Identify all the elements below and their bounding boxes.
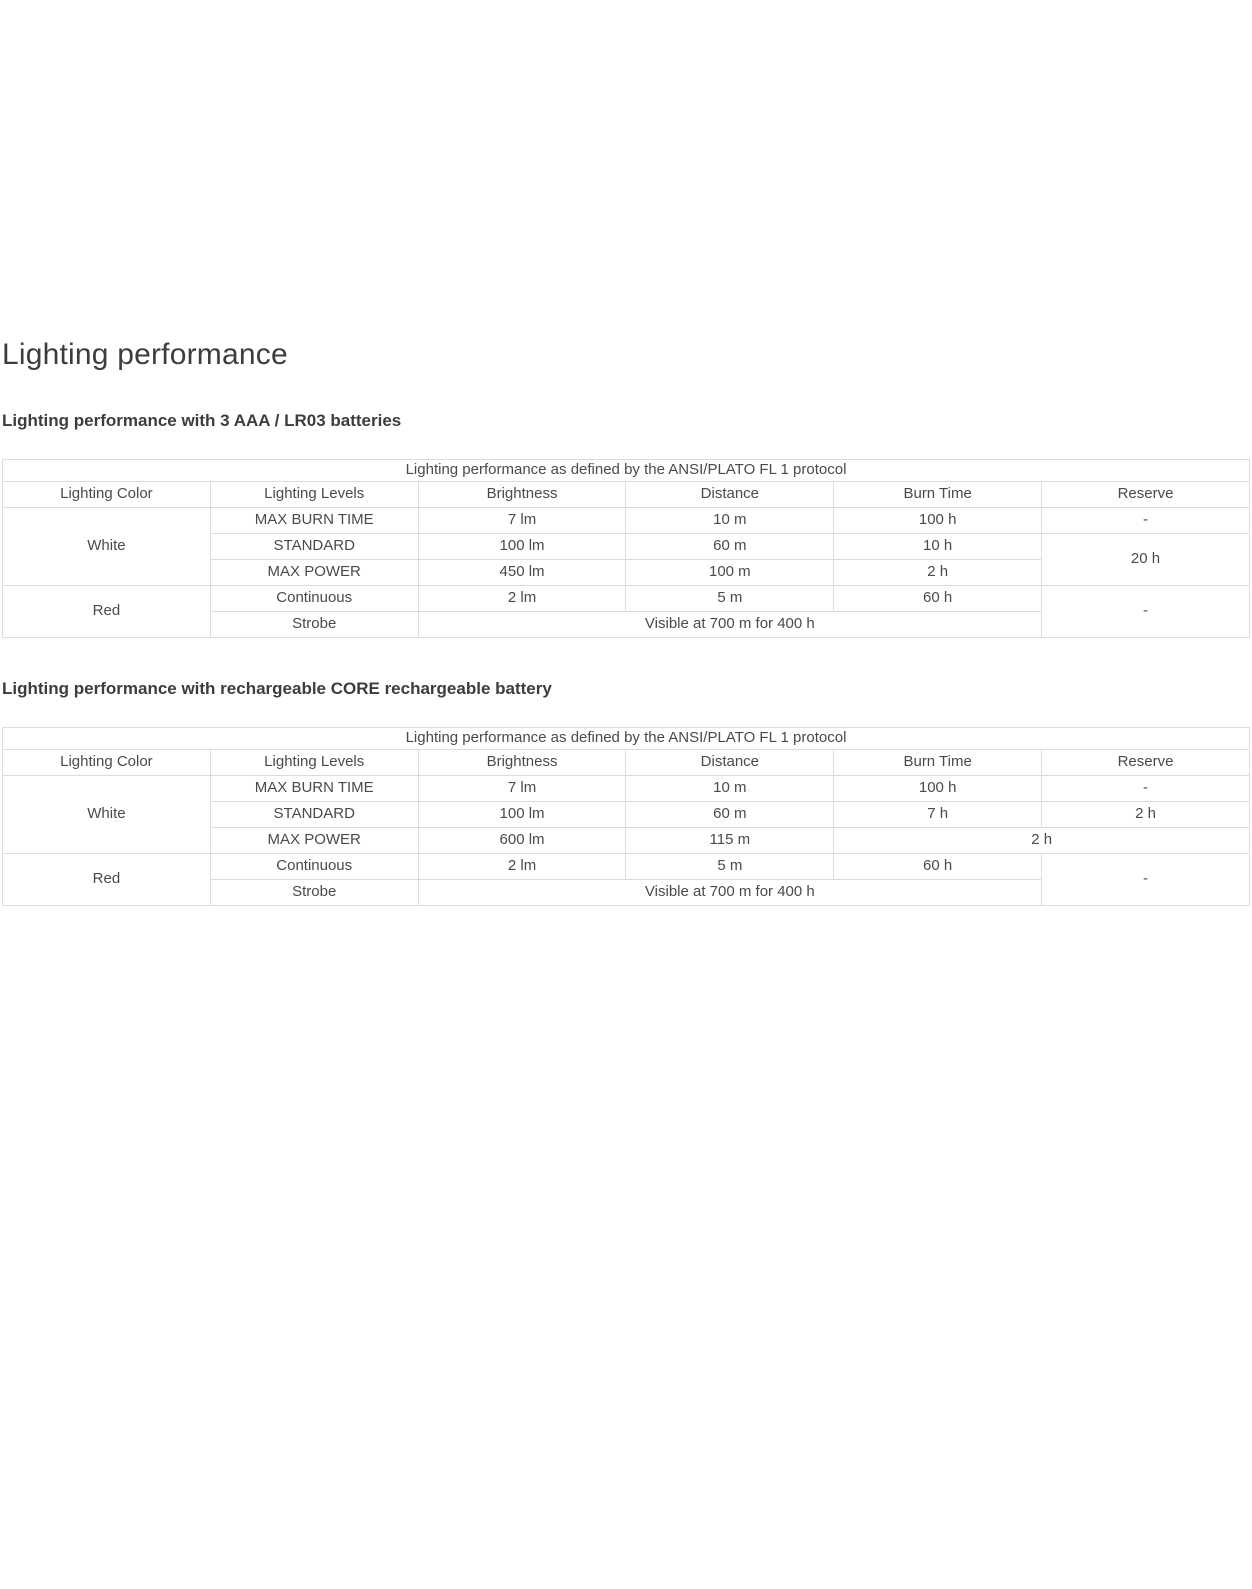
cell-level: Continuous (210, 586, 418, 612)
table-row (3, 508, 1250, 534)
cell-burn-time: 7 h (834, 802, 1042, 828)
cell-lighting-color-white: White (3, 776, 211, 854)
section-core-battery (2, 678, 1250, 906)
cell-distance: 60 m (626, 802, 834, 828)
cell-distance: 10 m (626, 508, 834, 534)
cell-level: MAX POWER (210, 560, 418, 586)
table-row (3, 586, 1250, 612)
table-caption-row (3, 460, 1250, 482)
header-burn-time: Burn Time (834, 750, 1042, 776)
table-row (3, 776, 1250, 802)
cell-lighting-color-red: Red (3, 854, 211, 906)
table-caption: Lighting performance as defined by the ANSI/PLATO FL 1 protocol (3, 728, 1250, 750)
header-distance: Distance (626, 750, 834, 776)
cell-reserve: 2 h (1042, 802, 1250, 828)
cell-brightness: 7 lm (418, 508, 626, 534)
page-title: Lighting performance (2, 338, 288, 371)
cell-distance: 100 m (626, 560, 834, 586)
cell-brightness: 7 lm (418, 776, 626, 802)
cell-lighting-color-white: White (3, 508, 211, 586)
column-header-row (3, 750, 1250, 776)
cell-burn-time: 10 h (834, 534, 1042, 560)
cell-reserve: - (1042, 776, 1250, 802)
cell-brightness: 450 lm (418, 560, 626, 586)
cell-reserve: - (1042, 586, 1250, 638)
cell-brightness: 100 lm (418, 534, 626, 560)
section-aaa-batteries (2, 410, 1250, 638)
lighting-performance-table-core (2, 727, 1250, 906)
cell-strobe-visibility: Visible at 700 m for 400 h (418, 612, 1041, 638)
cell-burn-time: 60 h (834, 854, 1042, 880)
cell-level: MAX POWER (210, 828, 418, 854)
header-lighting-color: Lighting Color (3, 482, 211, 508)
cell-level: STANDARD (210, 534, 418, 560)
cell-reserve: - (1042, 508, 1250, 534)
cell-strobe-visibility: Visible at 700 m for 400 h (418, 880, 1041, 906)
header-lighting-levels: Lighting Levels (210, 482, 418, 508)
header-distance: Distance (626, 482, 834, 508)
header-reserve: Reserve (1042, 482, 1250, 508)
cell-brightness: 100 lm (418, 802, 626, 828)
cell-level: MAX BURN TIME (210, 776, 418, 802)
header-lighting-color: Lighting Color (3, 750, 211, 776)
lighting-performance-table-aaa (2, 459, 1250, 638)
header-burn-time: Burn Time (834, 482, 1042, 508)
cell-burn-time: 2 h (834, 560, 1042, 586)
cell-distance: 60 m (626, 534, 834, 560)
cell-level: Strobe (210, 612, 418, 638)
cell-distance: 5 m (626, 854, 834, 880)
cell-distance: 115 m (626, 828, 834, 854)
table-caption-row (3, 728, 1250, 750)
cell-burn-time-reserve-merged: 2 h (834, 828, 1250, 854)
header-brightness: Brightness (418, 482, 626, 508)
cell-burn-time: 100 h (834, 508, 1042, 534)
cell-level: Continuous (210, 854, 418, 880)
header-lighting-levels: Lighting Levels (210, 750, 418, 776)
cell-brightness: 2 lm (418, 586, 626, 612)
column-header-row (3, 482, 1250, 508)
page (0, 337, 1252, 906)
cell-brightness: 600 lm (418, 828, 626, 854)
cell-level: Strobe (210, 880, 418, 906)
section-heading-core: Lighting performance with rechargeable CORE rechargeable battery (2, 679, 552, 698)
cell-burn-time: 60 h (834, 586, 1042, 612)
cell-distance: 5 m (626, 586, 834, 612)
cell-level: STANDARD (210, 802, 418, 828)
cell-burn-time: 100 h (834, 776, 1042, 802)
section-heading-aaa: Lighting performance with 3 AAA / LR03 batteries (2, 411, 402, 430)
header-reserve: Reserve (1042, 750, 1250, 776)
cell-lighting-color-red: Red (3, 586, 211, 638)
cell-distance: 10 m (626, 776, 834, 802)
table-caption: Lighting performance as defined by the ANSI/PLATO FL 1 protocol (3, 460, 1250, 482)
cell-brightness: 2 lm (418, 854, 626, 880)
cell-level: MAX BURN TIME (210, 508, 418, 534)
header-brightness: Brightness (418, 750, 626, 776)
cell-reserve: - (1042, 854, 1250, 906)
cell-reserve: 20 h (1042, 534, 1250, 586)
table-row (3, 854, 1250, 880)
